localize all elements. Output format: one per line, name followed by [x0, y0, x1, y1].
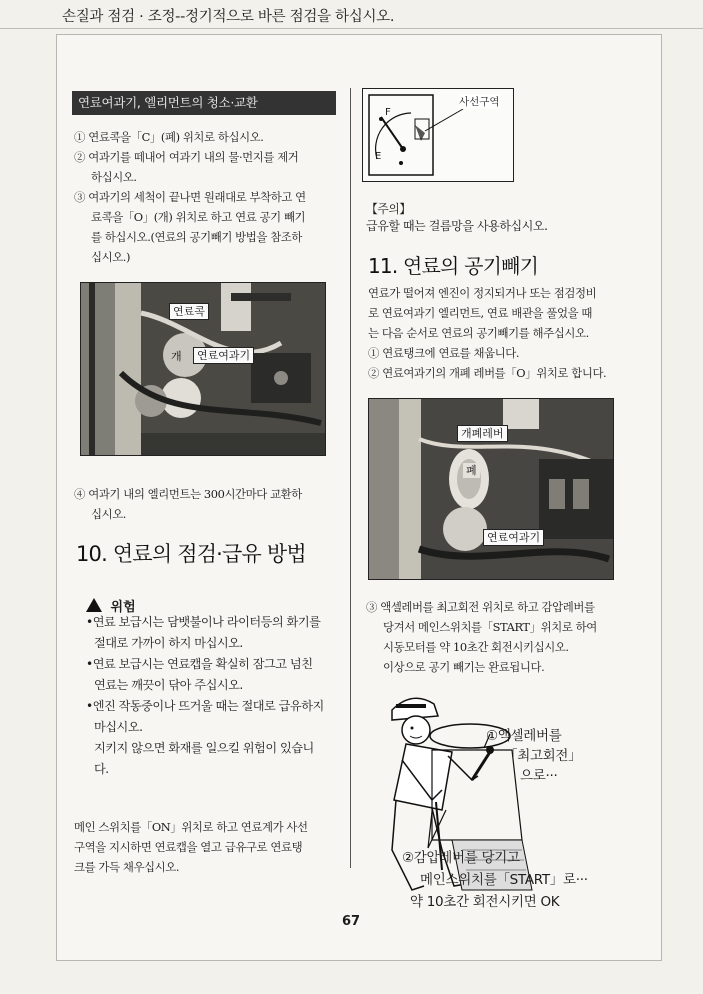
warning-line: 연료는 깨끗이 닦아 주십시오.: [94, 678, 243, 692]
step-3-cont-a: 료콕을「O」(개) 위치로 하고 연료 공기 빼기: [91, 210, 306, 224]
callout-decomp: ②감압레버를 당기고: [402, 850, 520, 866]
intro-line: 로 연료여과기 엘리먼트, 연료 배관을 풀었을 때: [368, 306, 593, 320]
step-3-cont-c: 십시오.): [91, 250, 131, 264]
warning-line: •엔진 작동중이나 뜨거울 때는 절대로 급유하지: [86, 699, 324, 713]
gauge-label: 사선구역: [459, 96, 500, 108]
step-2-cont: 하십시오.: [91, 170, 137, 184]
step-3-cont-b: 를 하십시오.(연료의 공기빼기 방법을 참조하: [91, 230, 303, 244]
callout-accel: ①액셀레버를: [486, 728, 562, 744]
label-lever: 개폐레버: [457, 425, 508, 442]
warning-line: •연료 보급시는 담뱃불이나 라이터등의 화기를: [86, 615, 321, 629]
callout-accel: 으로···: [520, 768, 558, 784]
label-fuel-filter: 연료여과기: [483, 529, 544, 546]
step-1: ① 연료콕을「C」(폐) 위치로 하십시오.: [74, 130, 264, 144]
engine-photo-fuel-cock: [80, 282, 326, 456]
gauge-full-mark: F: [385, 107, 391, 118]
fuel-gauge-figure: [362, 88, 514, 182]
label-fuel-filter: 연료여과기: [193, 347, 254, 364]
warning-line: 다.: [94, 762, 109, 776]
bleed-step-2: ② 연료여과기의 개폐 레버를「O」위치로 합니다.: [368, 366, 607, 380]
note-text: 급유할 때는 걸름망을 사용하십시오.: [366, 219, 548, 233]
step-2: ② 여과기를 떼내어 여과기 내의 물·먼지를 제거: [74, 150, 299, 164]
label-open: 개: [171, 350, 182, 363]
callout-decomp: 메인스위치를「START」로···: [420, 872, 588, 888]
warning-icon: [86, 598, 102, 612]
step-4: ④ 여과기 내의 엘리먼트는 300시간마다 교환하: [74, 487, 302, 501]
refuel-instruction: 크를 가득 채우십시오.: [74, 860, 180, 874]
step-4-cont: 십시오.: [91, 507, 127, 521]
bleed-step-3-cont: 시동모터를 약 10초간 회전시키십시오.: [383, 640, 569, 654]
label-closed: 폐: [463, 463, 480, 478]
bleed-step-3-cont: 당겨서 메인스위치를「START」위치로 하여: [383, 620, 597, 634]
note-title: 【주의】: [366, 202, 411, 216]
callout-decomp: 약 10초간 회전시키면 OK: [410, 894, 560, 910]
bleed-step-3-cont: 이상으로 공기 빼기는 완료됩니다.: [383, 660, 545, 674]
bleed-step-1: ① 연료탱크에 연료를 채웁니다.: [368, 346, 520, 360]
intro-line: 연료가 떨어져 엔진이 정지되거나 또는 점검정비: [368, 286, 597, 300]
warning-line: 지키지 않으면 화재를 일으킬 위험이 있습니: [94, 741, 314, 755]
section-title-filter: 연료여과기, 엘리먼트의 청소·교환: [72, 91, 336, 115]
warning-title: 위험: [110, 600, 136, 615]
gauge-empty-mark: E: [375, 151, 382, 162]
heading-bleed-air: 11. 연료의 공기빼기: [368, 254, 539, 278]
intro-line: 는 다음 순서로 연료의 공기빼기를 해주십시오.: [368, 326, 589, 340]
column-divider: [350, 88, 351, 868]
callout-accel: 「최고회전」: [504, 748, 582, 764]
bleed-step-3: ③ 액셀레버를 최고회전 위치로 하고 감압레버를: [366, 600, 595, 614]
warning-line: •연료 보급시는 연료캡을 확실히 잠그고 넘친: [86, 657, 313, 671]
header-title: 손질과 점검 · 조정--정기적으로 바른 점검을 하십시오.: [62, 9, 395, 25]
page-number: 67: [342, 914, 361, 929]
refuel-instruction: 구역을 지시하면 연료캡을 열고 급유구로 연료탱: [74, 840, 303, 854]
warning-line: 마십시오.: [94, 720, 143, 734]
refuel-instruction: 메인 스위치를「ON」위치로 하고 연료계가 사선: [74, 820, 308, 834]
step-3: ③ 여과기의 세척이 끝나면 원래대로 부착하고 연: [74, 190, 306, 204]
engine-photo-lever: [368, 398, 614, 580]
warning-line: 절대로 가까이 하지 마십시오.: [94, 636, 243, 650]
label-fuel-cock: 연료콕: [169, 303, 209, 320]
running-header: [0, 0, 703, 29]
heading-fuel-check: 10. 연료의 점검·급유 방법: [76, 542, 306, 566]
